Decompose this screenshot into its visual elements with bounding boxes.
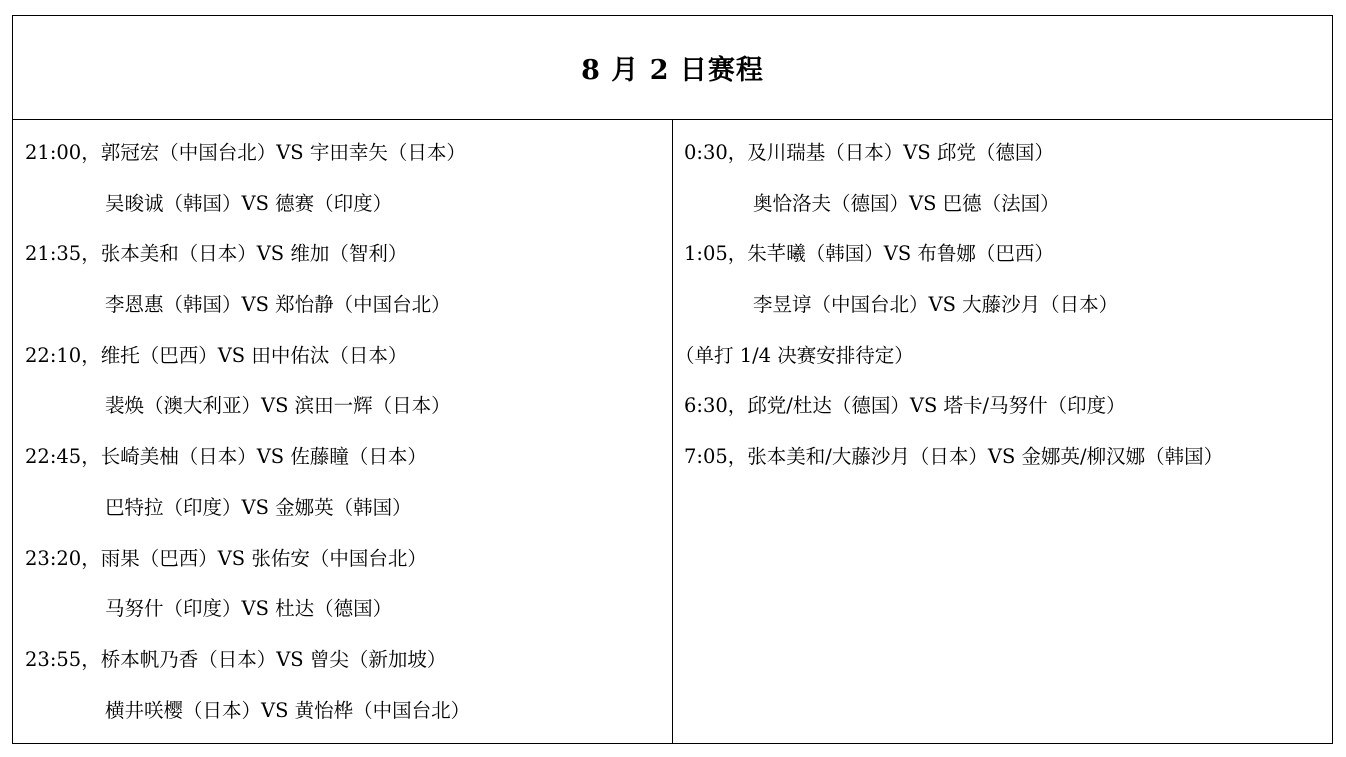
match-line: 李恩惠（韩国）VS 郑怡静（中国台北）: [105, 293, 451, 317]
match-line: 马努什（印度）VS 杜达（德国）: [105, 597, 393, 621]
match-line: 1:05，朱芊曦（韩国）VS 布鲁娜（巴西）: [684, 242, 1054, 266]
match-line: 23:20，雨果（巴西）VS 张佑安（中国台北）: [25, 546, 427, 570]
match-line: 奥恰洛夫（德国）VS 巴德（法国）: [753, 191, 1060, 215]
match-line: 21:00，郭冠宏（中国台北）VS 宇田幸矢（日本）: [25, 141, 466, 164]
match-line: 裴焕（澳大利亚）VS 滨田一辉（日本）: [105, 394, 451, 418]
match-line: 21:35，张本美和（日本）VS 维加（智利）: [25, 242, 408, 266]
match-line: 吴晙诚（韩国）VS 德赛（印度）: [105, 191, 393, 215]
match-line: 22:10，维托（巴西）VS 田中佑汰（日本）: [25, 343, 408, 367]
note-line: （单打 1/4 决赛安排待定）: [675, 343, 914, 367]
title-row: [13, 16, 1332, 120]
schedule-table: [12, 15, 1333, 744]
match-line: 22:45，长崎美柚（日本）VS 佐藤瞳（日本）: [25, 445, 427, 469]
right-column: [673, 119, 1332, 743]
match-line: 0:30，及川瑞基（日本）VS 邱党（德国）: [684, 141, 1054, 164]
match-line: 横井咲樱（日本）VS 黄怡桦（中国台北）: [105, 698, 471, 722]
match-line: 李昱谆（中国台北）VS 大藤沙月（日本）: [753, 293, 1119, 317]
match-line: 23:55，桥本帆乃香（日本）VS 曾尖（新加坡）: [25, 647, 447, 671]
match-line: 6:30，邱党/杜达（德国）VS 塔卡/马努什（印度）: [684, 394, 1126, 418]
left-column: [13, 119, 673, 743]
match-line: 巴特拉（印度）VS 金娜英（韩国）: [105, 495, 412, 519]
page-title: 8 月 2 日赛程: [581, 55, 764, 86]
match-line: 7:05，张本美和/大藤沙月（日本）VS 金娜英/柳汉娜（韩国）: [684, 445, 1224, 469]
